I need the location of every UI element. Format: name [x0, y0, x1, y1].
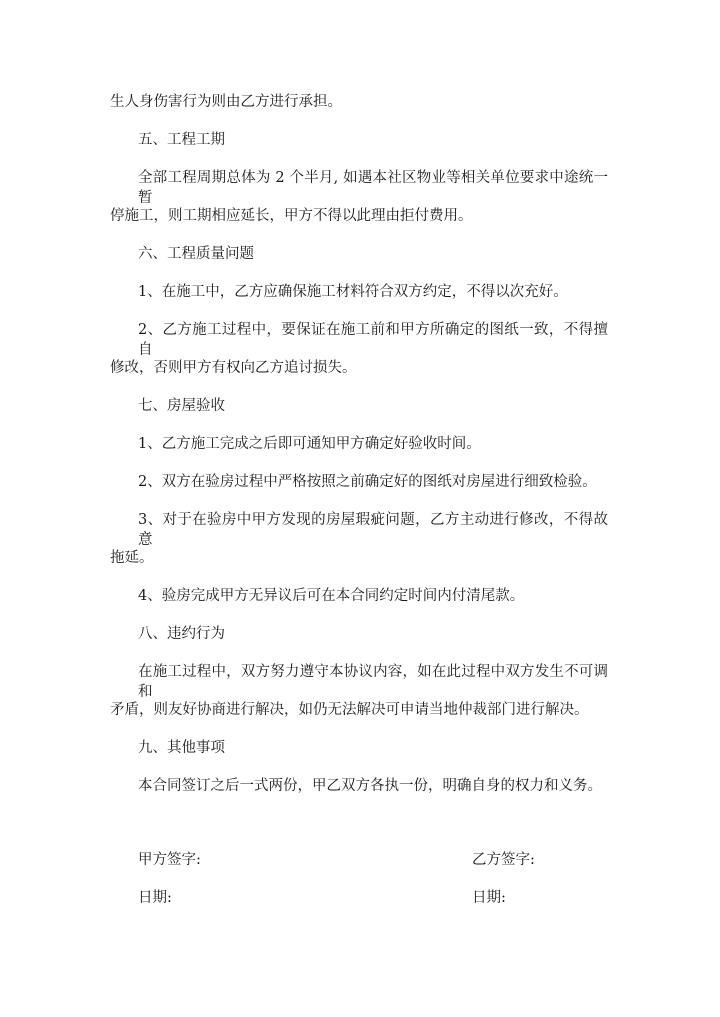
- section-heading-acceptance: 七、房屋验收: [138, 398, 225, 414]
- paragraph-acceptance-4: 4、验房完成甲方无异议后可在本合同约定时间内付清尾款。: [138, 588, 525, 604]
- party-b-date-label: 日期:: [472, 890, 506, 906]
- section-heading-other: 九、其他事项: [138, 740, 225, 756]
- paragraph-other: 本合同签订之后一式两份，甲乙双方各执一份，明确自身的权力和义务。: [138, 778, 602, 794]
- paragraph-breach-line-2: 矛盾，则友好协商进行解决，如仍无法解决可申请当地仲裁部门进行解决。: [110, 702, 589, 718]
- party-b-signature-label: 乙方签字:: [472, 852, 535, 868]
- paragraph-quality-2-line-2: 修改，否则甲方有权向乙方追讨损失。: [110, 360, 357, 376]
- paragraph-schedule-line-1: 全部工程周期总体为 2 个半月, 如遇本社区物业等相关单位要求中途统一暂: [138, 170, 608, 206]
- section-heading-schedule: 五、工程工期: [138, 132, 225, 148]
- paragraph-breach-line-1: 在施工过程中，双方努力遵守本协议内容，如在此过程中双方发生不可调和: [138, 664, 608, 700]
- paragraph-quality-2-line-1: 2、乙方施工过程中，要保证在施工前和甲方所确定的图纸一致，不得擅自: [138, 322, 608, 358]
- paragraph-acceptance-1: 1、乙方施工完成之后即可通知甲方确定好验收时间。: [138, 436, 481, 452]
- paragraph-acceptance-3-line-1: 3、对于在验房中甲方发现的房屋瑕疵问题，乙方主动进行修改，不得故意: [138, 512, 608, 548]
- paragraph-acceptance-3-line-2: 拖延。: [110, 550, 154, 566]
- paragraph-schedule-line-2: 停施工，则工期相应延长，甲方不得以此理由拒付费用。: [110, 208, 473, 224]
- party-a-signature-label: 甲方签字:: [138, 852, 201, 868]
- party-a-date-label: 日期:: [138, 890, 172, 906]
- paragraph-continued: 生人身伤害行为则由乙方进行承担。: [110, 94, 342, 110]
- section-heading-breach: 八、违约行为: [138, 626, 225, 642]
- paragraph-acceptance-2: 2、双方在验房过程中严格按照之前确定好的图纸对房屋进行细致检验。: [138, 474, 597, 490]
- section-heading-quality: 六、工程质量问题: [138, 246, 254, 262]
- paragraph-quality-1: 1、在施工中，乙方应确保施工材料符合双方约定，不得以次充好。: [138, 284, 568, 300]
